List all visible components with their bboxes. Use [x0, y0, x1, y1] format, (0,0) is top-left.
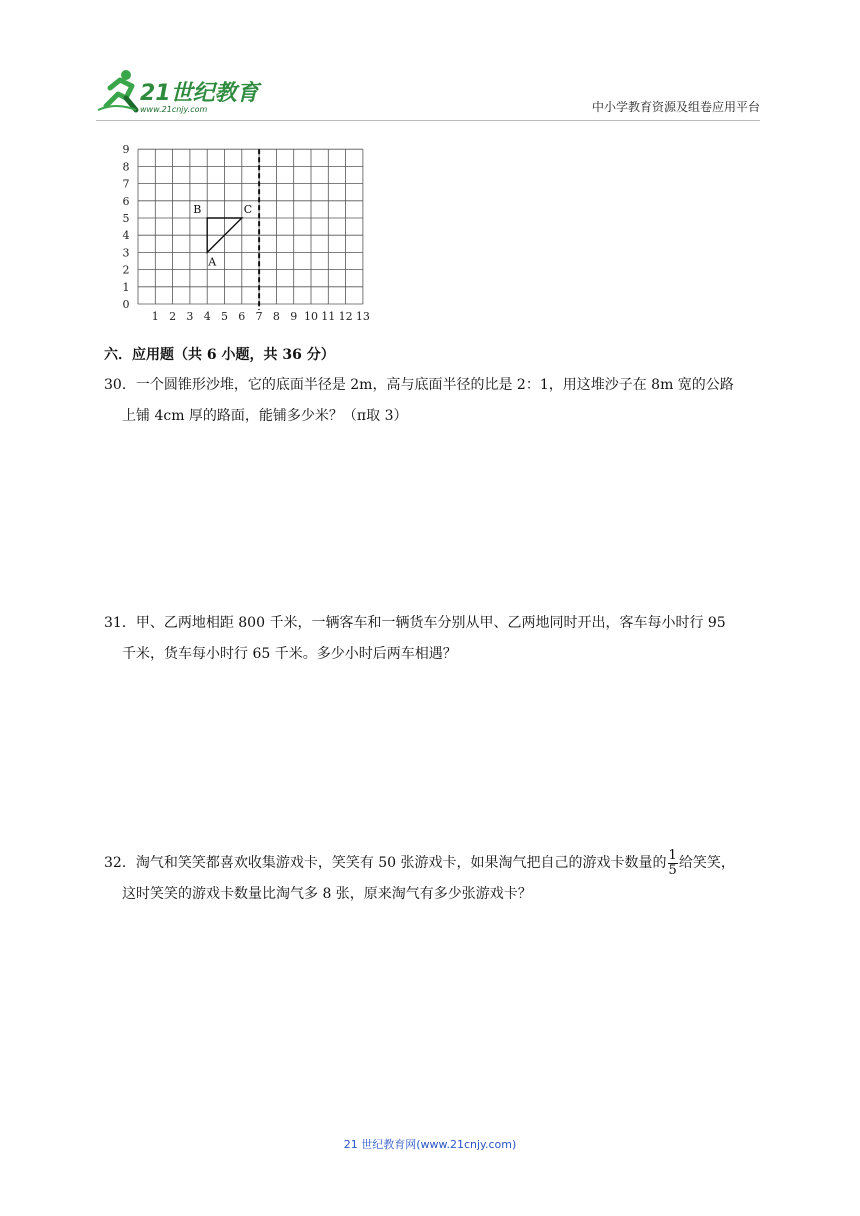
x-tick-label: 9: [290, 310, 298, 323]
logo-text: 21世纪教育: [140, 81, 259, 106]
y-tick-label: 9: [122, 143, 130, 157]
question-text-line1a: 淘气和笑笑都喜欢收集游戏卡，笑笑有 50 张游戏卡，如果淘气把自己的游戏卡数量的: [135, 855, 667, 871]
y-tick-label: 0: [122, 298, 130, 311]
footer-site-link: 21 世纪教育网(www.21cnjy.com): [343, 1138, 517, 1151]
question-number: 31．: [104, 615, 136, 631]
y-tick-label: 2: [122, 263, 130, 277]
section-title: 六．应用题（共 6 小题，共 36 分）: [104, 347, 335, 363]
point-label-a: A: [208, 255, 217, 269]
question-text-line2: 千米，货车每小时行 65 千米。多少小时后两车相遇？: [122, 646, 457, 662]
logo-url: www.21cnjy.com: [140, 105, 208, 114]
x-tick-label: 1: [151, 310, 159, 323]
x-tick-label: 13: [355, 310, 370, 323]
x-tick-label: 8: [272, 310, 280, 323]
y-tick-label: 3: [122, 246, 130, 260]
y-tick-label: 5: [122, 212, 130, 225]
x-tick-label: 10: [304, 310, 318, 323]
question-32: [104, 848, 764, 910]
x-tick-label: 11: [321, 310, 336, 323]
coordinate-grid: [112, 140, 382, 328]
runner-logo-icon: [96, 66, 266, 118]
question-text-line1b: 给笑笑，: [678, 855, 735, 871]
x-tick-label: 5: [221, 310, 228, 323]
header-platform-name: 中小学教育资源及组卷应用平台: [591, 100, 760, 114]
x-tick-label: 7: [255, 310, 263, 323]
fraction-numerator: 1: [668, 847, 677, 863]
question-text-line1: 一个圆锥形沙堆，它的底面半径是 2m，高与底面半径的比是 2：1，用这堆沙子在 8m 宽的公路: [135, 377, 734, 393]
y-tick-label: 1: [122, 280, 130, 294]
y-tick-label: 7: [122, 177, 130, 191]
y-tick-label: 4: [122, 229, 130, 243]
x-tick-label: 3: [186, 310, 194, 323]
point-label-c: C: [243, 203, 253, 216]
question-number: 30．: [104, 377, 136, 393]
fraction-denominator: 5: [668, 862, 677, 878]
question-31: [104, 608, 764, 670]
site-logo: [96, 66, 266, 118]
question-text-line1: 甲、乙两地相距 800 千米，一辆客车和一辆货车分别从甲、乙两地同时开出，客车每小时行 95: [135, 615, 726, 631]
x-tick-label: 4: [203, 310, 211, 323]
x-tick-label: 6: [238, 310, 246, 323]
question-30: [104, 370, 764, 432]
question-number: 32．: [104, 855, 136, 871]
y-tick-label: 6: [122, 194, 130, 208]
question-text-line2: 这时笑笑的游戏卡数量比淘气多 8 张，原来淘气有多少张游戏卡？: [122, 886, 532, 902]
fraction-one-fifth: [668, 849, 678, 878]
y-tick-label: 8: [122, 160, 130, 174]
point-label-b: B: [193, 203, 202, 216]
header-divider: [96, 120, 760, 121]
coordinate-grid-figure: [112, 140, 382, 328]
question-text-line2: 上铺 4cm 厚的路面，能铺多少米？（π取 3）: [122, 408, 408, 424]
x-tick-label: 12: [338, 310, 353, 323]
x-tick-label: 2: [169, 310, 177, 323]
